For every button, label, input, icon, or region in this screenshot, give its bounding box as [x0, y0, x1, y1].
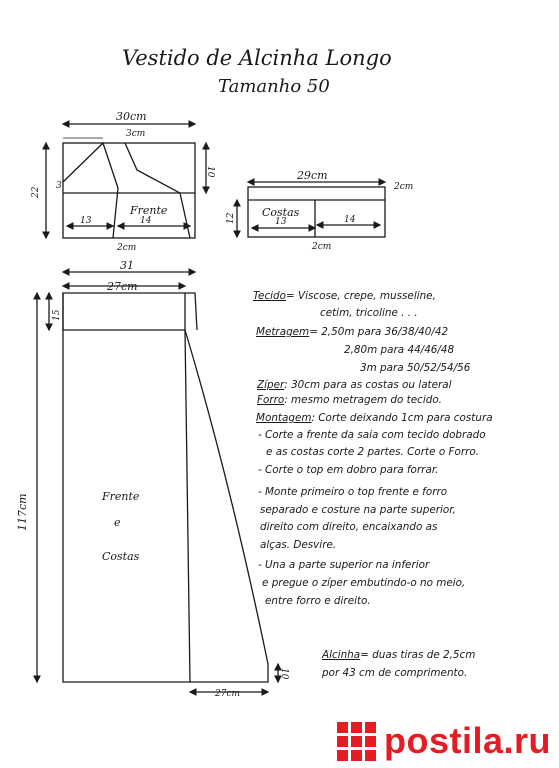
front-seg-right: 14: [140, 216, 152, 226]
step-3a: - Monte primeiro o top frente e forro: [258, 486, 448, 498]
front-height-left: 22: [31, 186, 41, 198]
metragem-text-3: 3m para 50/52/54/56: [360, 362, 471, 374]
back-seg-right: 14: [344, 215, 356, 225]
back-top-mark: 2cm: [394, 182, 414, 192]
watermark-text: postila.ru: [383, 720, 551, 761]
step-3b: separado e costure na parte superior,: [260, 504, 456, 516]
metragem-text-1: = 2,50m para 36/38/40/42: [309, 326, 449, 338]
skirt-piece: [37, 272, 278, 692]
skirt-hem-width: 27cm: [215, 689, 241, 699]
front-small-left: 3: [56, 181, 62, 191]
skirt-length: 117cm: [16, 493, 29, 531]
skirt-label-1: Frente: [102, 490, 140, 503]
tecido-text-2: cetim, tricoline . . .: [320, 307, 418, 319]
step-3d: alças. Desvire.: [260, 539, 337, 551]
note-metragem: [256, 325, 448, 340]
ziper-label: Zíper: [257, 379, 285, 391]
front-width-label: 30cm: [116, 110, 147, 123]
back-seg-left: 13: [275, 217, 287, 227]
step-4c: entre forro e direito.: [265, 595, 371, 607]
front-seg-left: 13: [80, 216, 92, 226]
metragem-text-2: 2,80m para 44/46/48: [344, 344, 455, 356]
back-top-piece: [237, 182, 385, 237]
alcinha-label: Alcinha: [322, 649, 361, 661]
step-4b: e pregue o zíper embutindo-o no meio,: [262, 577, 466, 589]
metragem-label: Metragem: [256, 326, 310, 338]
alcinha-text-2: por 43 cm de comprimento.: [322, 667, 468, 679]
back-height-left: 12: [226, 212, 236, 224]
skirt-hem-small: 10: [279, 668, 289, 680]
skirt-width-outer: 31: [120, 259, 134, 272]
back-piece-label: Costas: [262, 206, 300, 219]
ziper-text: : 30cm para as costas ou lateral: [284, 379, 452, 391]
watermark: [337, 720, 551, 762]
front-piece-label: Frente: [130, 204, 168, 217]
tecido-text-1: = Viscose, crepe, musseline,: [286, 290, 436, 302]
skirt-label-3: Costas: [102, 550, 140, 563]
step-1a: - Corte a frente da saia com tecido dobrado: [258, 429, 486, 441]
step-1b: e as costas corte 2 partes. Corte o Forro.: [266, 446, 480, 458]
skirt-width-inner: 27cm: [107, 280, 138, 293]
front-top-piece: [46, 124, 206, 238]
watermark-logo-icon: [337, 722, 376, 761]
forro-text: : mesmo metragem do tecido.: [284, 394, 442, 406]
note-alcinha: [322, 648, 475, 663]
alcinha-text-1: = duas tiras de 2,5cm: [360, 649, 476, 661]
front-height-right: 10: [205, 166, 215, 178]
size-label: Tamanho 50: [218, 76, 330, 97]
front-bottom-mark: 2cm: [117, 243, 137, 253]
step-3c: direito com direito, encaixando as: [260, 521, 438, 533]
step-4a: - Una a parte superior na inferior: [258, 559, 430, 571]
title: Vestido de Alcinha Longo: [122, 46, 392, 70]
front-offset-label: 3cm: [126, 129, 146, 139]
forro-label: Forro: [257, 394, 285, 406]
note-montagem: [256, 411, 493, 426]
skirt-label-2: e: [114, 516, 121, 529]
skirt-waist: 15: [52, 309, 62, 321]
tecido-label: Tecido: [253, 290, 287, 302]
step-2: - Corte o top em dobro para forrar.: [258, 464, 439, 476]
montagem-text: : Corte deixando 1cm para costura: [311, 412, 493, 424]
back-bottom-mark: 2cm: [312, 242, 332, 252]
note-forro: [257, 393, 442, 408]
back-width-label: 29cm: [297, 169, 328, 182]
note-ziper: [257, 378, 452, 393]
montagem-label: Montagem: [256, 412, 312, 424]
note-tecido: [253, 289, 436, 304]
